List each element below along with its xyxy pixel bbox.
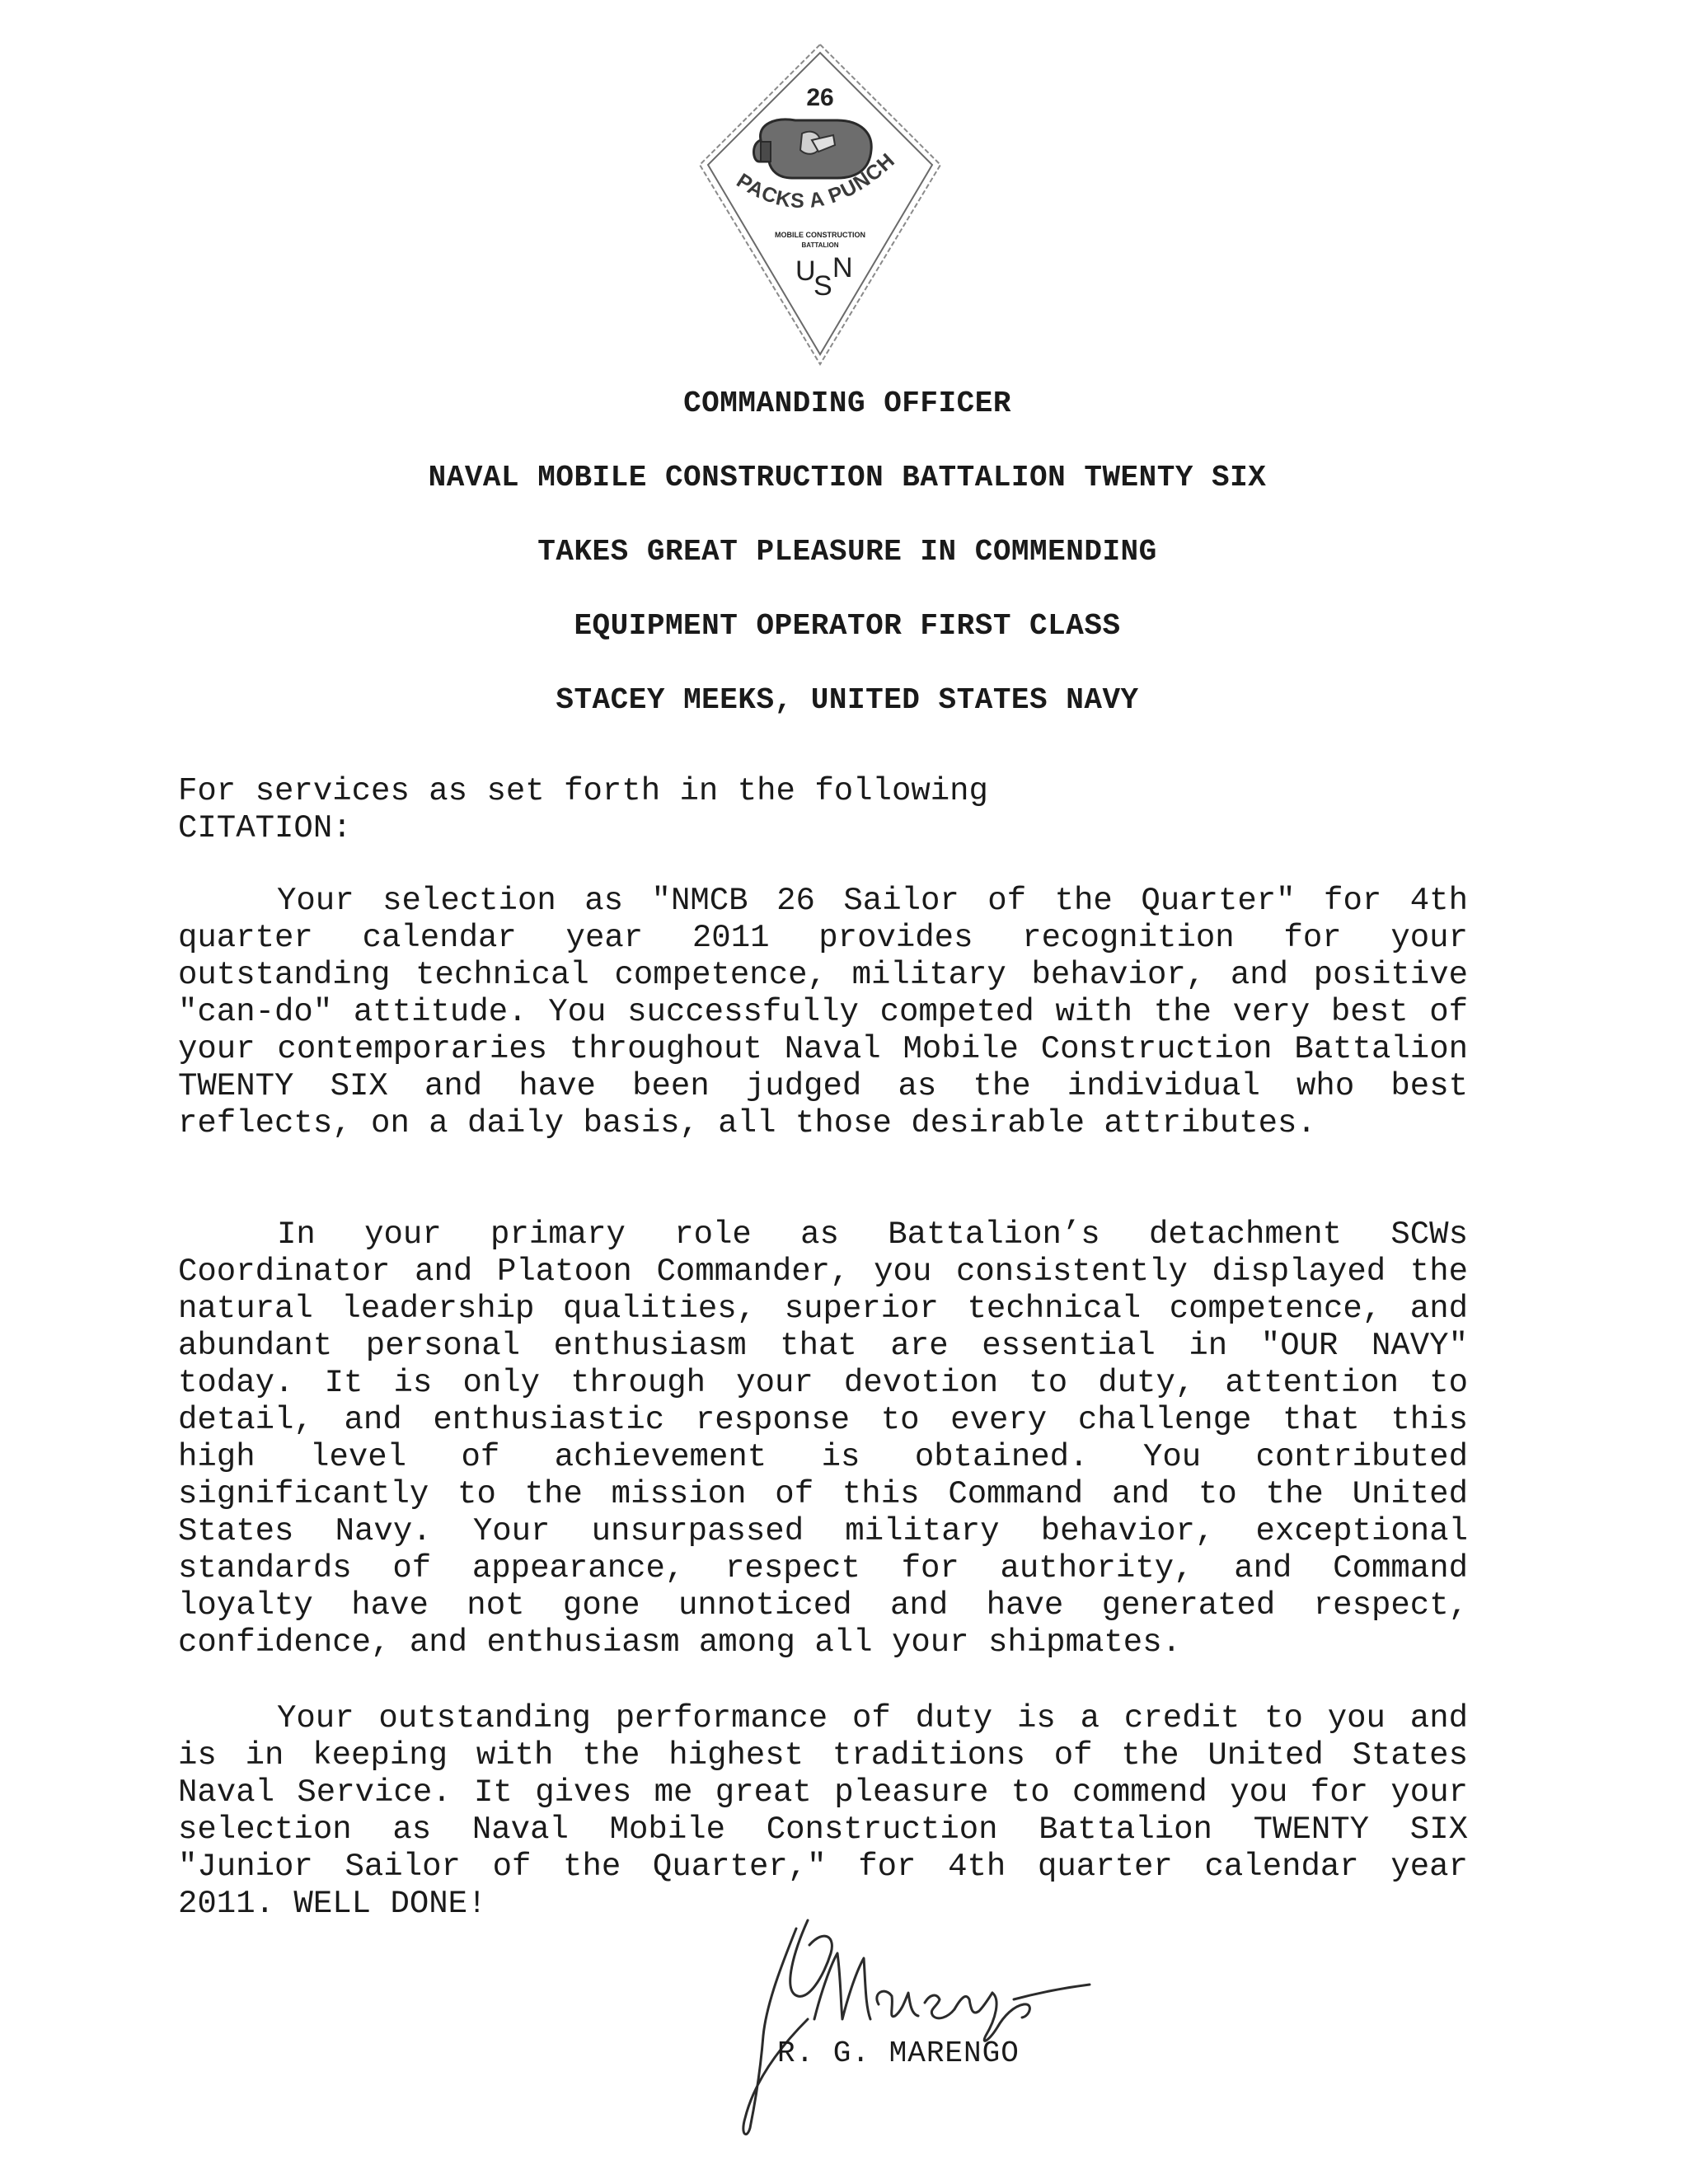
citation-headings xyxy=(0,386,1688,757)
citation-paragraph-3: Your outstanding performance of duty is a credit to you and is in keeping with the highest traditions of the United States Naval Service. It gives me great pleasure to commend you for your selection as Naval Mobile Construction Battalion TWENTY SIX "Junior Sailor of the Quarter," for 4th quarter calendar year 2011. WELL DONE! xyxy=(178,1700,1468,1922)
heading-rank: EQUIPMENT OPERATOR FIRST CLASS xyxy=(574,609,1121,643)
heading-battalion: NAVAL MOBILE CONSTRUCTION BATTALION TWENTY SIX xyxy=(428,461,1267,494)
boxing-glove-icon xyxy=(754,120,872,178)
emblem-service-s: S xyxy=(814,270,832,302)
emblem-motto: PACKS A PUNCH xyxy=(732,148,900,213)
heading-commanding-officer: COMMANDING OFFICER xyxy=(683,387,1011,420)
emblem-service-n: N xyxy=(832,252,853,284)
heading-recipient: STACEY MEEKS, UNITED STATES NAVY xyxy=(556,683,1139,717)
citation-paragraph-1: Your selection as "NMCB 26 Sailor of the Quarter" for 4th quarter calendar year 2011 provides recognition for your outstanding technical competence, military behavior, and positive "can-do" attitude. You successfully competed with the very best of your contemporaries throughout Naval Mobile Construction Battalion TWENTY SIX and have been judged as the individual who best reflects, on a daily basis, all those desirable attributes. xyxy=(178,883,1468,1141)
handwritten-signature xyxy=(717,1896,1104,2143)
unit-emblem xyxy=(696,41,944,371)
citation-paragraph-2: In your primary role as Battalion’s detachment SCWs Coordinator and Platoon Commander, you consistently displayed the natural leadership qualities, superior technical competence, and abundant personal enthusiasm that are essential in "OUR NAVY" today. It is only through your devotion to duty, attention to detail, and enthusiastic response to every challenge that this high level of achievement is obtained. You contributed significantly to the mission of this Command and to the United States Navy. Your unsurpassed military behavior, exceptional standards of appearance, respect for authority, and Command loyalty have not gone unnoticed and have generated respect, confidence, and enthusiasm among all your shipmates. xyxy=(178,1216,1468,1661)
emblem-unit-line2: BATTALION xyxy=(801,241,839,249)
emblem-unit-line1: MOBILE CONSTRUCTION xyxy=(775,231,865,239)
citation-intro: For services as set forth in the following CITATION: xyxy=(178,773,988,846)
heading-commending: TAKES GREAT PLEASURE IN COMMENDING xyxy=(537,535,1157,569)
signer-name: R. G. MARENGO xyxy=(777,2036,1020,2070)
emblem-number: 26 xyxy=(806,84,834,111)
emblem-service-u: U xyxy=(795,255,816,287)
